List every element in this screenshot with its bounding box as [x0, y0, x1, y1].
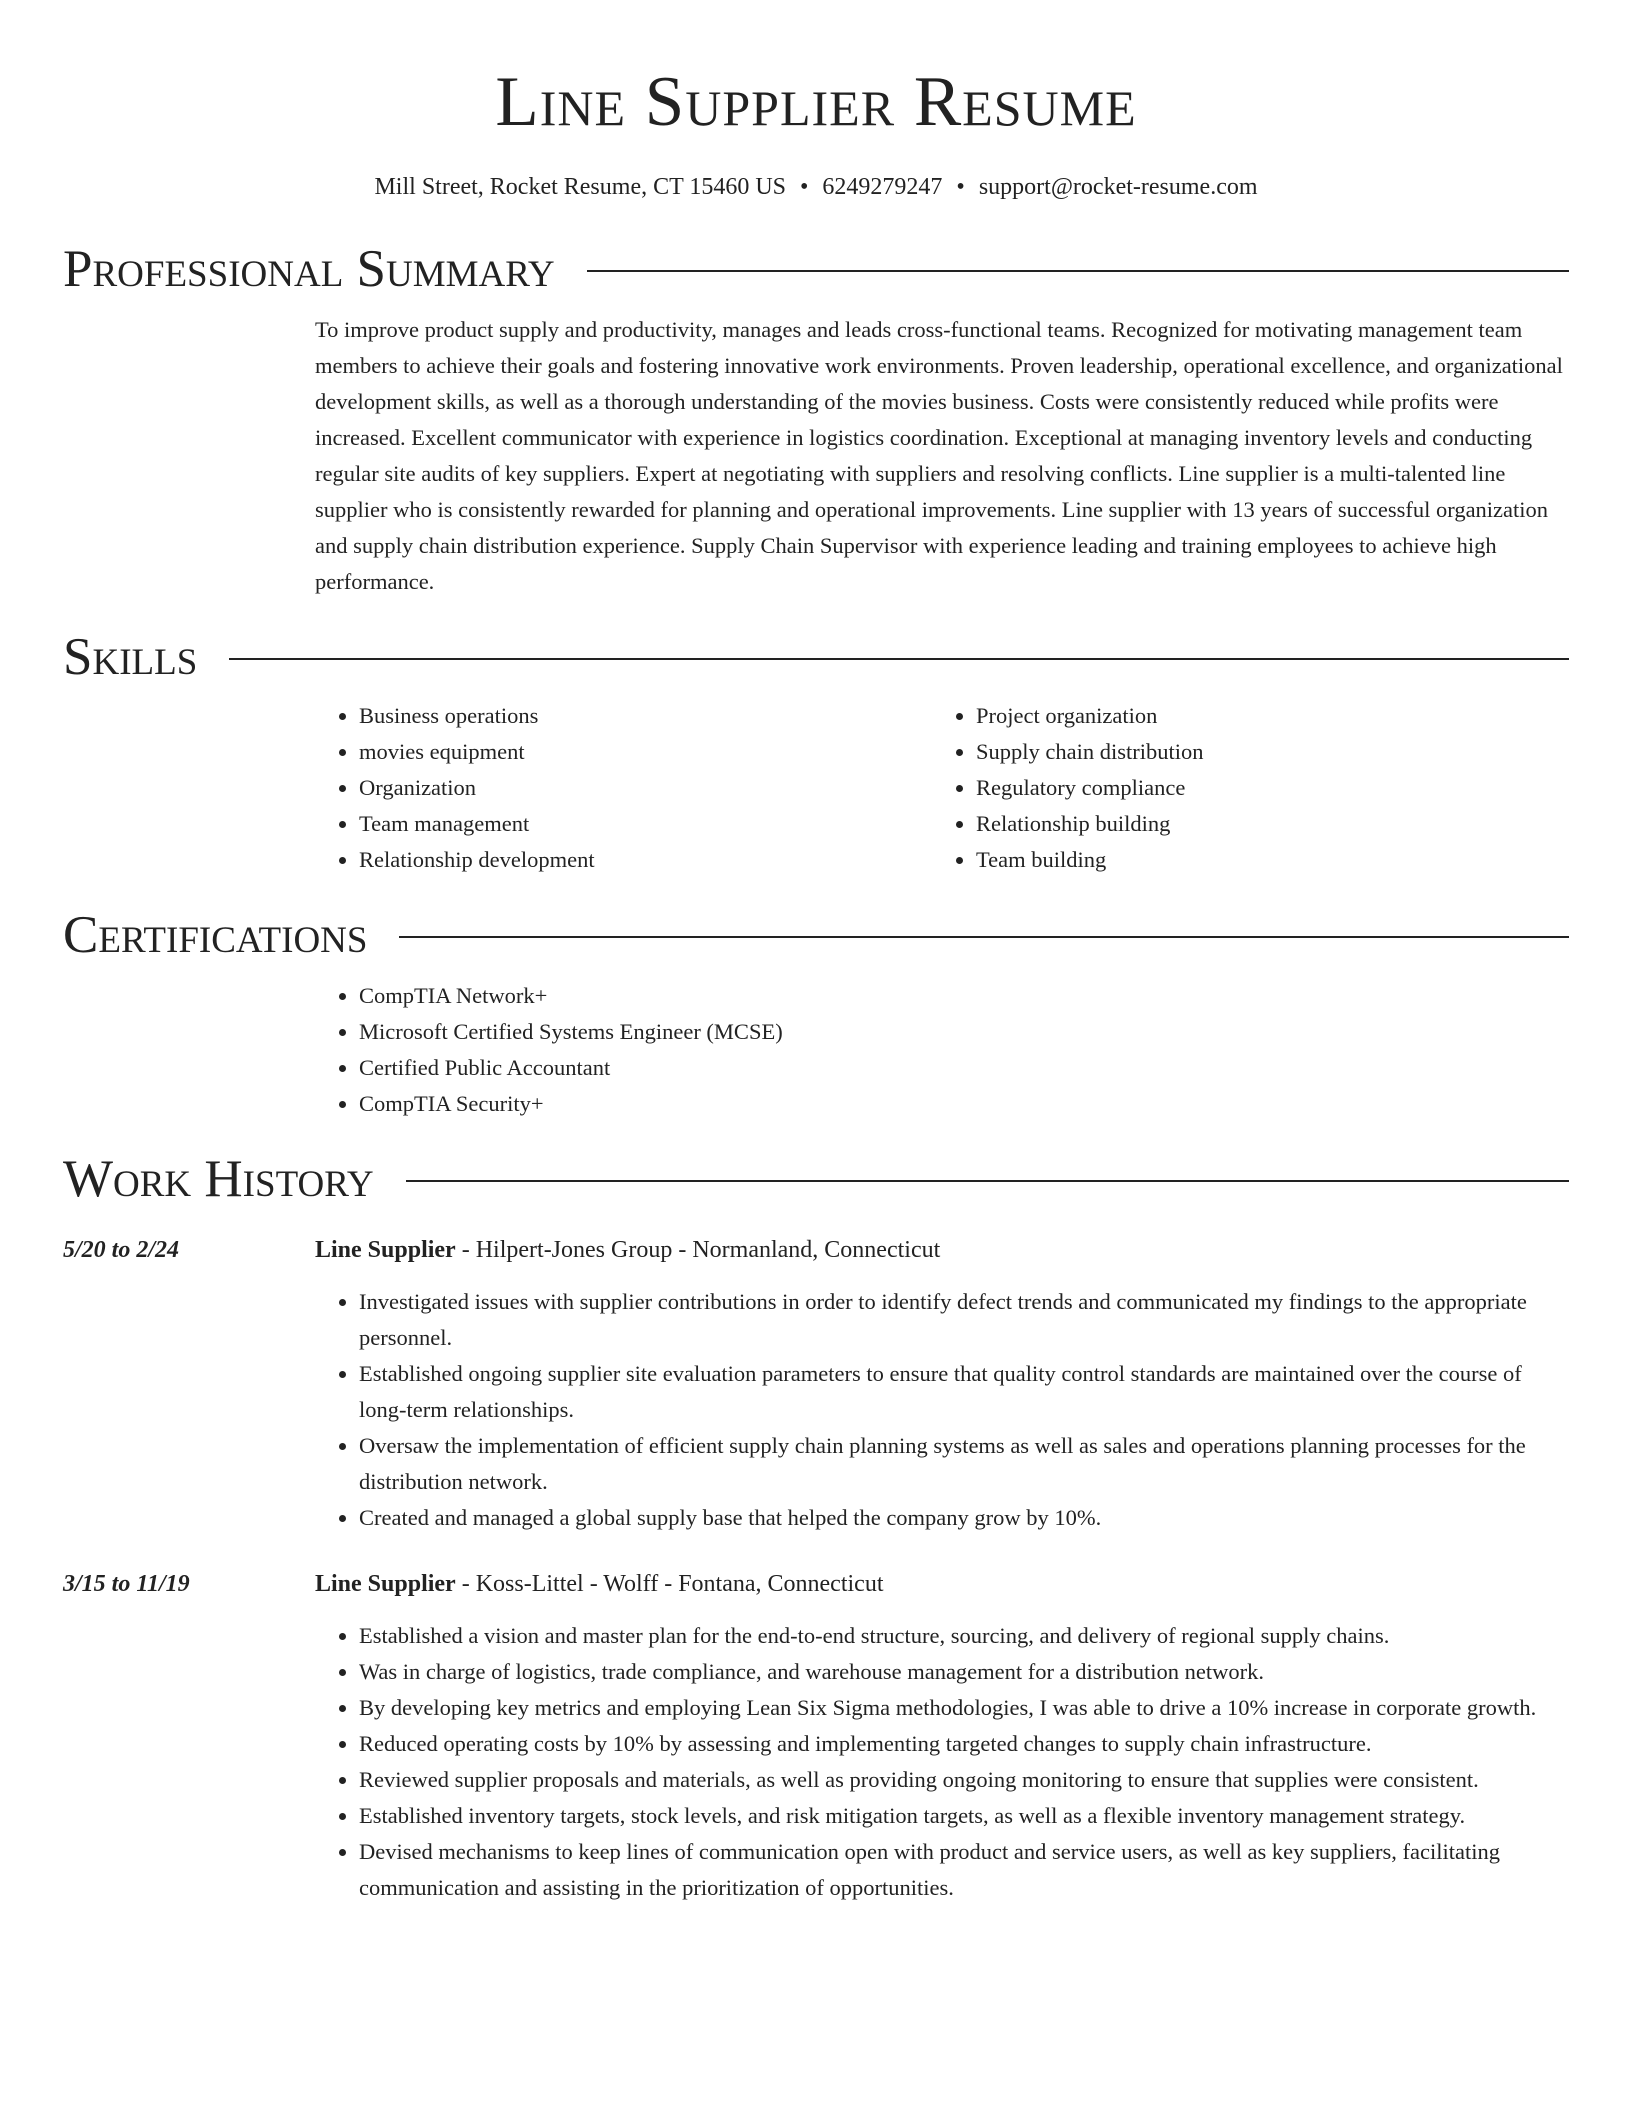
job-dates: 3/15 to 11/19 — [63, 1571, 190, 1597]
section-rule — [406, 1180, 1569, 1182]
skill-item: • Relationship development — [359, 842, 932, 878]
contact-separator: • — [956, 174, 965, 200]
section-rule — [399, 936, 1569, 938]
skill-item: • Business operations — [359, 698, 932, 734]
job-bullets — [315, 1284, 1569, 1536]
skill-item: • Regulatory compliance — [976, 770, 1549, 806]
job-bullet: • Investigated issues with supplier contributions in order to identify defect trends and communicated my findings to the appropriate personnel. — [359, 1284, 1569, 1356]
skills-list-left — [315, 698, 932, 878]
job-bullet: • Oversaw the implementation of efficient supply chain planning systems as well as sales and operations planning processes for the distribution network. — [359, 1428, 1569, 1500]
contact-phone: 6249279247 — [822, 174, 943, 200]
section-heading — [63, 904, 1569, 966]
skills-section — [63, 626, 1569, 878]
job-title-line — [315, 1232, 1569, 1268]
job-employer: - Hilpert-Jones Group - Normanland, Connecticut — [455, 1237, 941, 1263]
job-entry — [63, 1566, 1569, 1906]
skill-item: • Team building — [976, 842, 1549, 878]
job-bullet: • Reduced operating costs by 10% by assessing and implementing targeted changes to supply chain infrastructure. — [359, 1726, 1569, 1762]
section-title: Professional Summary — [63, 240, 555, 298]
job-bullet: • Was in charge of logistics, trade compliance, and warehouse management for a distribution network. — [359, 1654, 1569, 1690]
contact-separator: • — [800, 174, 809, 200]
section-title: Work History — [63, 1150, 374, 1208]
job-bullet: • By developing key metrics and employing Lean Six Sigma methodologies, I was able to drive a 10% increase in corporate growth. — [359, 1690, 1569, 1726]
job-bullet: • Established ongoing supplier site evaluation parameters to ensure that quality control standards are maintained over the course of long-term relationships. — [359, 1356, 1569, 1428]
section-rule — [587, 270, 1569, 272]
job-bullet: • Reviewed supplier proposals and materials, as well as providing ongoing monitoring to ensure that supplies were consistent. — [359, 1762, 1569, 1798]
section-heading — [63, 1148, 1569, 1210]
section-title: Certifications — [63, 906, 368, 964]
job-title-line — [315, 1566, 1569, 1602]
certification-item: • CompTIA Network+ — [359, 978, 1569, 1014]
job-title: Line Supplier — [315, 1237, 456, 1263]
job-bullet: • Established inventory targets, stock levels, and risk mitigation targets, as well as a flexible inventory management strategy. — [359, 1798, 1569, 1834]
job-bullet: • Created and managed a global supply base that helped the company grow by 10%. — [359, 1500, 1569, 1536]
job-bullet: • Devised mechanisms to keep lines of communication open with product and service users, as well as key suppliers, facilitating communication and assisting in the prioritization of opportunities. — [359, 1834, 1569, 1906]
section-rule — [229, 658, 1569, 660]
job-bullet: • Established a vision and master plan for the end-to-end structure, sourcing, and delivery of regional supply chains. — [359, 1618, 1569, 1654]
skill-item: • Relationship building — [976, 806, 1549, 842]
contact-line — [63, 172, 1569, 202]
skills-grid — [315, 698, 1569, 878]
contact-email: support@rocket-resume.com — [978, 174, 1258, 200]
job-title: Line Supplier — [315, 1571, 456, 1597]
skill-item: • Project organization — [976, 698, 1549, 734]
professional-summary-section — [63, 238, 1569, 600]
certification-items — [315, 978, 1569, 1122]
skill-item: • movies equipment — [359, 734, 932, 770]
skill-item: • Supply chain distribution — [976, 734, 1549, 770]
section-title: Skills — [63, 628, 198, 686]
contact-address: Mill Street, Rocket Resume, CT 15460 US — [374, 174, 787, 200]
certifications-section — [63, 904, 1569, 1122]
certification-item: • Microsoft Certified Systems Engineer (MCSE) — [359, 1014, 1569, 1050]
section-heading — [63, 238, 1569, 300]
certifications-list — [315, 978, 1569, 1122]
work-history-section — [63, 1148, 1569, 1906]
job-employer: - Koss-Littel - Wolff - Fontana, Connecticut — [455, 1571, 884, 1597]
certification-item: • CompTIA Security+ — [359, 1086, 1569, 1122]
skill-item: • Organization — [359, 770, 932, 806]
resume-title: Line Supplier Resume — [495, 63, 1137, 141]
job-dates: 5/20 to 2/24 — [63, 1237, 180, 1263]
summary-text: To improve product supply and productivity, manages and leads cross-functional teams. Recognized for motivating management team members to achieve their goals and fostering innovative work environments. Proven leadership, operational excellence, and organizational development skills, as well as a thorough understanding of the movies business. Costs were consistently reduced while profits were increased. Excellent communicator with experience in logistics coordination. Exceptional at managing inventory levels and conducting regular site audits of key suppliers. Expert at negotiating with suppliers and resolving conflicts. Line supplier is a multi-talented line supplier who is consistently rewarded for planning and operational improvements. Line supplier with 13 years of successful organization and supply chain distribution experience. Supply Chain Supervisor with experience leading and training employees to achieve high performance. — [315, 317, 1563, 594]
job-entry — [63, 1232, 1569, 1536]
job-bullets — [315, 1618, 1569, 1906]
certification-item: • Certified Public Accountant — [359, 1050, 1569, 1086]
section-heading — [63, 626, 1569, 688]
skills-list-right — [932, 698, 1549, 878]
job-detail — [315, 1566, 1569, 1906]
skill-item: • Team management — [359, 806, 932, 842]
job-detail — [315, 1232, 1569, 1536]
